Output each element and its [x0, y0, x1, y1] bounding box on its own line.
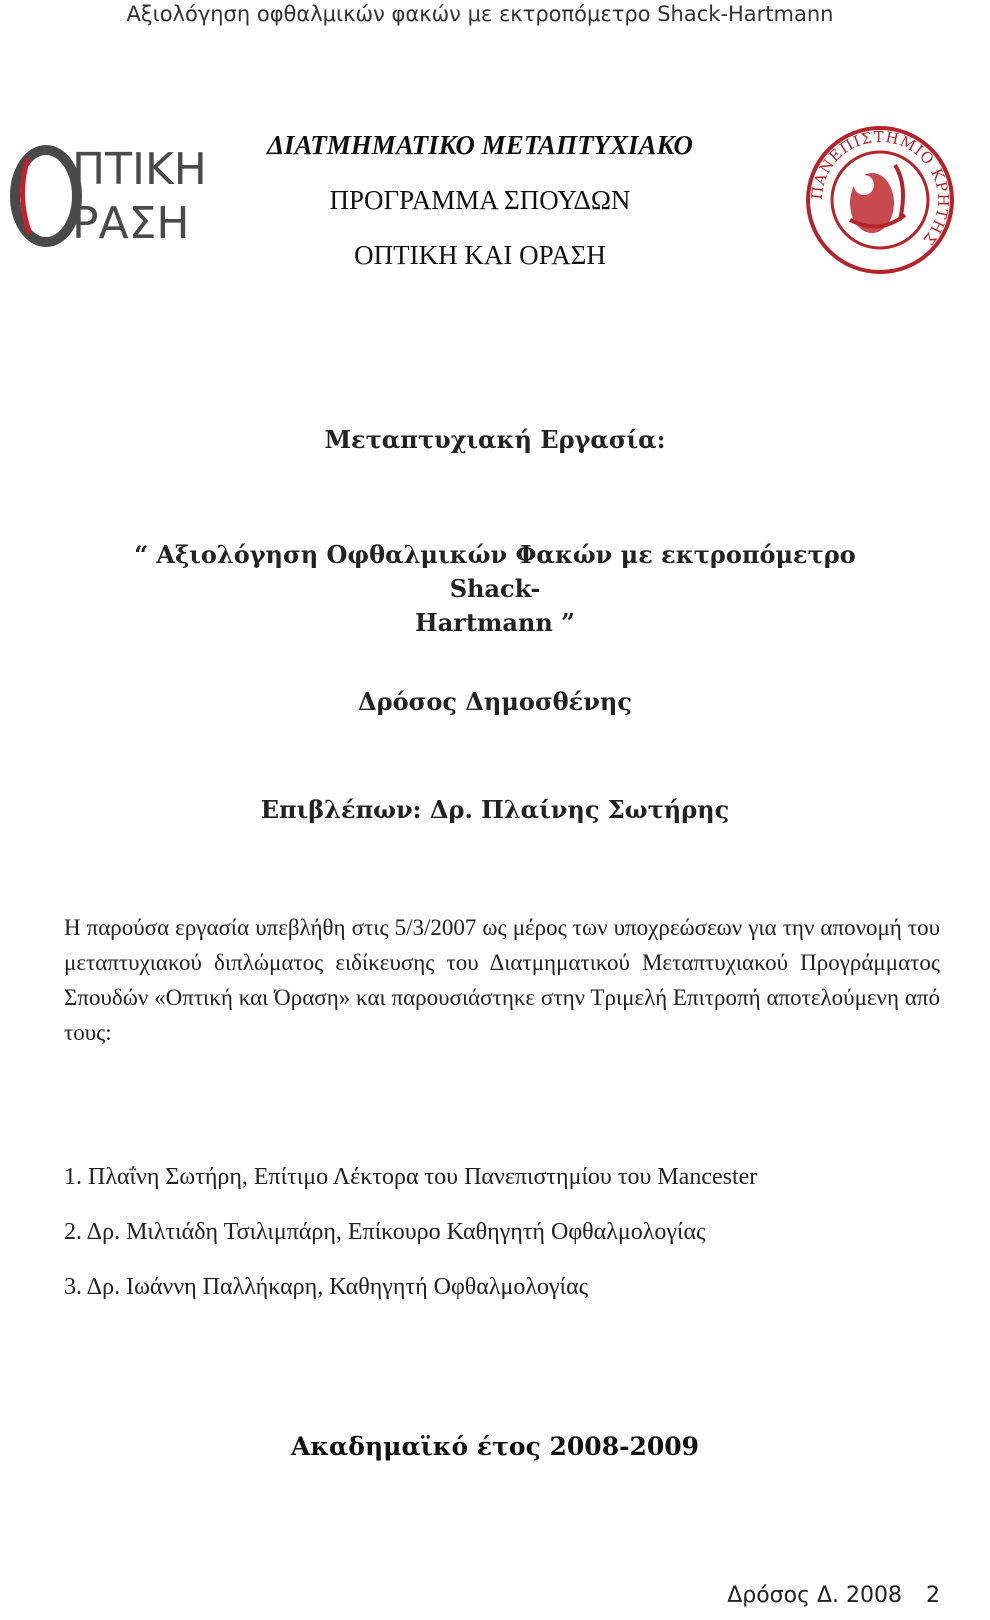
optiki-orasi-logo	[8, 138, 207, 258]
author-name: Δρόσος Δημοσθένης	[358, 687, 632, 716]
academic-year: Ακαδημαϊκό έτος 2008-2009	[290, 1432, 700, 1461]
thesis-title-line-2: Hartmann ”	[415, 608, 575, 637]
committee-member-1: 1. Πλαΐνη Σωτήρη, Επίτιμο Λέκτορα του Πανεπιστημίου του Mancester	[64, 1164, 758, 1190]
thesis-title-line-1: “ Αξιολόγηση Οφθαλμικών Φακών με εκτροπόμετρο Shack-	[134, 540, 856, 603]
footer-author-year: Δρόσος Δ. 2008	[727, 1583, 902, 1608]
seal-text: ΠΑΝΕΠΙΣΤΗΜΙΟ ΚΡΗΤΗΣ	[807, 127, 953, 250]
page-footer	[0, 1583, 940, 1608]
program-line-2: ΠΡΟΓΡΑΜΜΑ ΣΠΟΥΔΩΝ	[329, 185, 631, 215]
committee-member-3: 3. Δρ. Ιωάννη Παλλήκαρη, Καθηγητή Οφθαλμολογίας	[64, 1274, 589, 1300]
university-seal	[800, 125, 960, 275]
submission-statement: Η παρούσα εργασία υπεβλήθη στις 5/3/2007 ως μέρος των υποχρεώσεων για την απονομή του μεταπτυχιακού διπλώματος ειδίκευσης του Διατμηματικού Μεταπτυχιακού Προγράμματος Σπουδών «Οπτική και Όραση» και παρουσιάστηκε στην Τριμελή Επιτροπή αποτελούμενη από τους:	[64, 915, 940, 1045]
thesis-label: Μεταπτυχιακή Εργασία:	[324, 425, 666, 454]
committee-member-2: 2. Δρ. Μιλτιάδη Τσιλιμπάρη, Επίκουρο Καθηγητή Οφθαλμολογίας	[64, 1219, 706, 1245]
running-header: Αξιολόγηση οφθαλμικών φακών με εκτροπόμετρο Shack-Hartmann	[126, 2, 834, 26]
supervisor: Επιβλέπων: Δρ. Πλαίνης Σωτήρης	[260, 795, 730, 824]
program-line-1: ΔΙΑΤΜΗΜΑΤΙΚΟ ΜΕΤΑΠΤΥΧΙΑΚΟ	[267, 130, 693, 160]
committee-list	[64, 1150, 944, 1315]
thesis-title	[95, 538, 895, 640]
page-number: 2	[926, 1583, 940, 1608]
logo-text-line2: ΡΑΣΗ	[72, 198, 190, 249]
program-heading	[200, 118, 760, 283]
logo-text-line1: ΠΤΙΚΗ	[72, 144, 207, 195]
program-line-3: ΟΠΤΙΚΗ ΚΑΙ ΟΡΑΣΗ	[354, 240, 606, 270]
